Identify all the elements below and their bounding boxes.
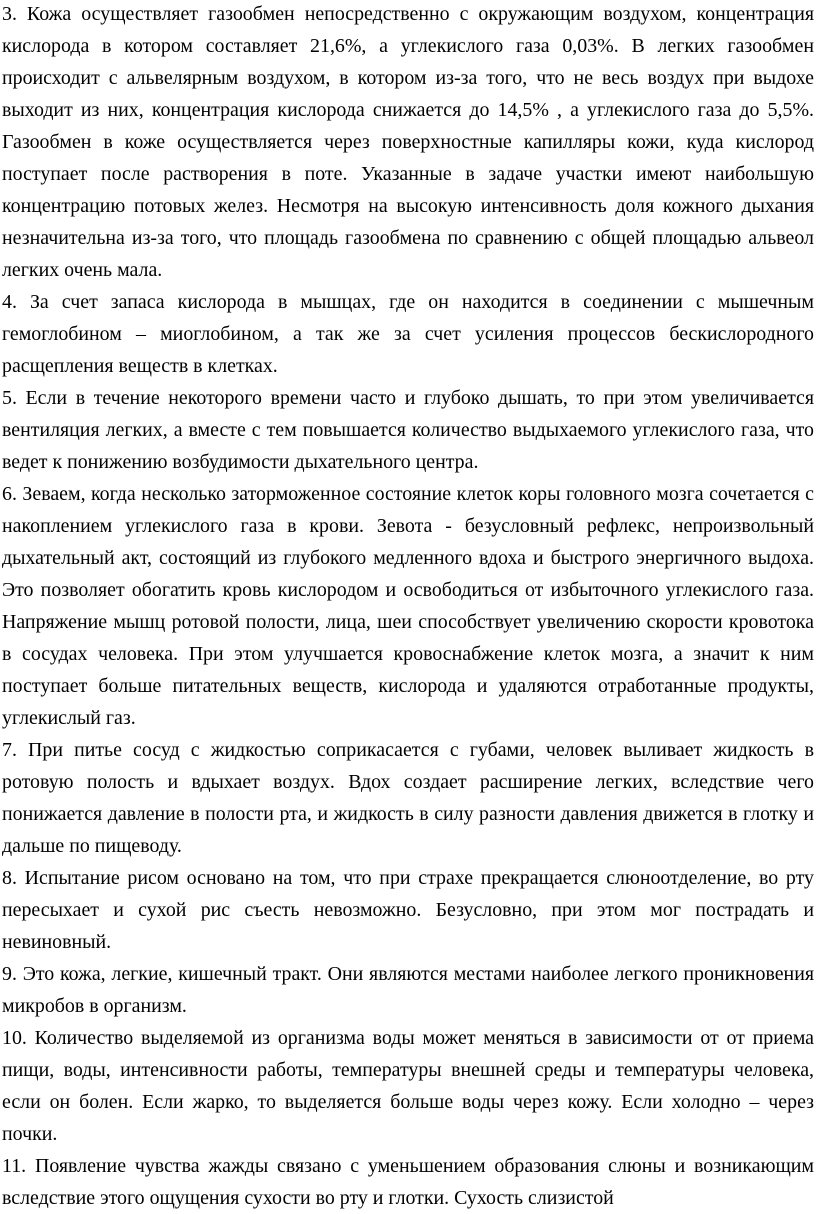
paragraph-6: 6. Зеваем, когда несколько заторможенное состояние клеток коры головного мозга сочетается с накоплением углекислого газа в крови. Зевота - безусловный рефлекс, непроизвольный дыхательный акт, состоящий из глубокого медленного вдоха и быстрого энергичного выдоха. Это позволяет обогатить кровь кислородом и освободиться от избыточного углекислого газа. Напряжение мышц ротовой полости, лица, шеи способствует увеличению скорости кровотока в сосудах человека. При этом улучшается кровоснабжение клеток мозга, а значит к ним поступает больше питательных веществ, кислорода и удаляются отработанные продукты, углекислый газ. bbox=[2, 483, 814, 729]
paragraph-9: 9. Это кожа, легкие, кишечный тракт. Они являются местами наиболее легкого проникновения микробов в организм. bbox=[2, 963, 814, 1017]
paragraph-7: 7. При питье сосуд с жидкостью соприкасается с губами, человек выливает жидкость в ротовую полость и вдыхает воздух. Вдох создает расширение легких, вследствие чего понижается давление в полости рта, и жидкость в силу разности давления движется в глотку и дальше по пищеводу. bbox=[2, 739, 814, 857]
paragraph-10: 10. Количество выделяемой из организма воды может меняться в зависимости от от приема пищи, воды, интенсивности работы, температуры внешней среды и температуры человека, если он болен. Если жарко, то выделяется больше воды через кожу. Если холодно – через почки. bbox=[2, 1027, 814, 1145]
paragraph-5: 5. Если в течение некоторого времени часто и глубоко дышать, то при этом увеличивается вентиляция легких, а вместе с тем повышается количество выдыхаемого углекислого газа, что ведет к понижению возбудимости дыхательного центра. bbox=[2, 387, 814, 473]
paragraph-3: 3. Кожа осуществляет газообмен непосредственно с окружающим воздухом, концентрация кислорода в котором составляет 21,6%, а углекислого газа 0,03%. В легких газообмен происходит с альвелярным воздухом, в котором из-за того, что не весь воздух при выдохе выходит из них, концентрация кислорода снижается до 14,5% , а углекислого газа до 5,5%. Газообмен в коже осуществляется через поверхностные капилляры кожи, куда кислород поступает после растворения в поте. Указанные в задаче участки имеют наибольшую концентрацию потовых желез. Несмотря на высокую интенсивность доля кожного дыхания незначительна из-за того, что площадь газообмена по сравнению с общей площадью альвеол легких очень мала. bbox=[2, 3, 814, 281]
paragraph-4: 4. За счет запаса кислорода в мышцах, где он находится в соединении с мышечным гемоглобином – миоглобином, а так же за счет усиления процессов бескислородного расщепления веществ в клетках. bbox=[2, 291, 814, 377]
paragraph-8: 8. Испытание рисом основано на том, что при страхе прекращается слюноотделение, во рту пересыхает и сухой рис съесть невозможно. Безусловно, при этом мог пострадать и невиновный. bbox=[2, 867, 814, 953]
paragraph-11: 11. Появление чувства жажды связано с уменьшением образования слюны и возникающим вследствие этого ощущения сухости во рту и глотки. Сухость слизистой bbox=[2, 1155, 814, 1209]
document-body bbox=[2, 0, 814, 1214]
